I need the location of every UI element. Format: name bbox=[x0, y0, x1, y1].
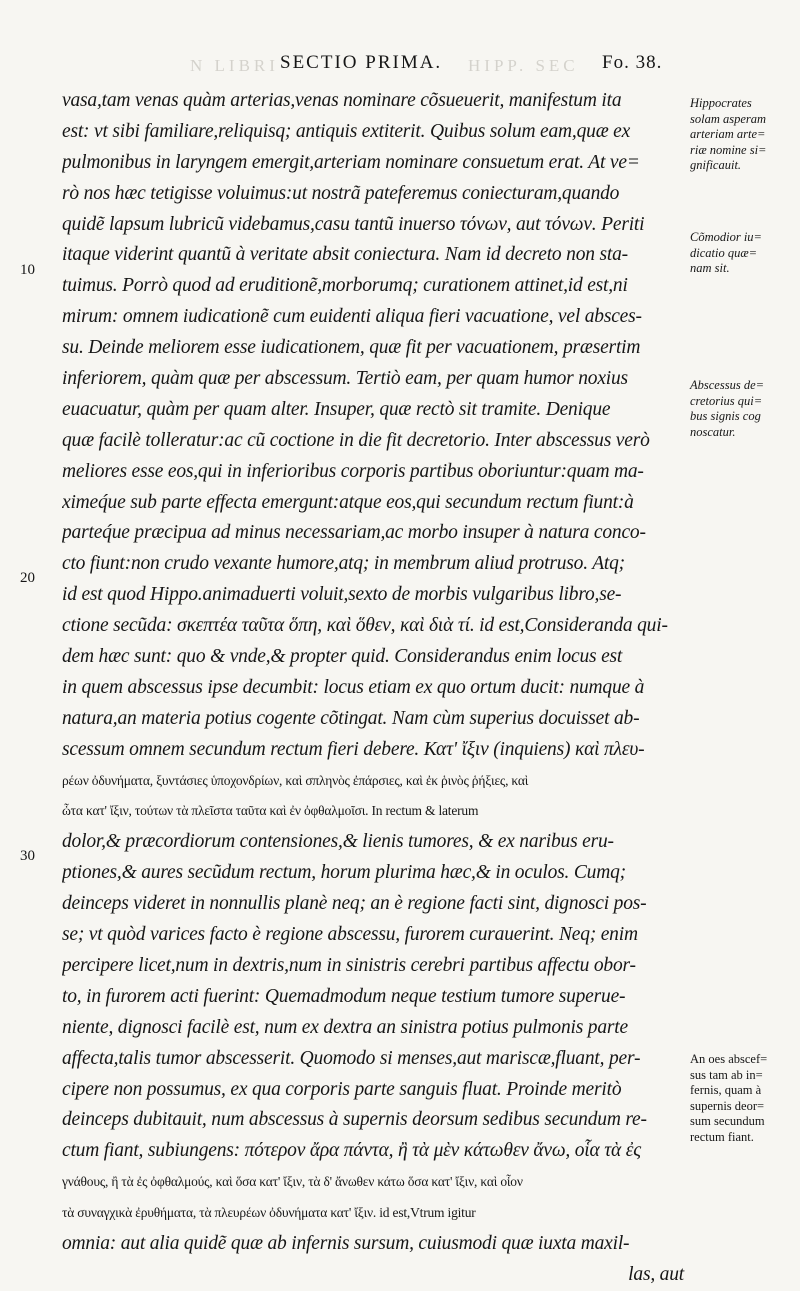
text-line: euacuatur, quàm per quam alter. Insuper, quæ rectò sit tramite. Denique bbox=[62, 398, 611, 420]
line-number-30: 30 bbox=[20, 848, 35, 864]
bleed-through-header-right: HIPP. SEC bbox=[468, 56, 579, 75]
text-line: ptiones,& aures secũdum rectum, horum plurima hæc,& in oculos. Cumq; bbox=[62, 862, 626, 884]
margin-note-line: riæ nomine si= bbox=[690, 142, 767, 157]
text-line: ρέων ὀδυνήματα, ξυντάσιες ὑποχονδρίων, καὶ σπληνὸς ἐπάρσιες, καὶ ἐκ ῥινὸς ῥήξιες, καὶ bbox=[62, 772, 529, 788]
margin-note-line: sum secundum bbox=[690, 1114, 765, 1128]
text-line: inferiorem, quàm quæ per abscessum. Tertiò eam, per quam humor noxius bbox=[62, 368, 628, 390]
text-line: γνάθους, ἢ τὰ ἐς ὀφθαλμούς, καὶ ὅσα κατ' ἴξιν, τὰ δ' ἄνωθεν κάτω ὅσα κατ' ἴξιν, καὶ οἷον bbox=[62, 1174, 523, 1190]
text-line: cto fiunt:non crudo vexante humore,atq; in membrum aliud protruso. Atq; bbox=[62, 553, 625, 575]
text-line: in quem abscessus ipse decumbit: locus etiam ex quo ortum ducit: numque à bbox=[62, 676, 645, 698]
line-number-10: 10 bbox=[20, 262, 35, 278]
margin-note-line: solam asperam bbox=[690, 111, 767, 126]
margin-note-line: Hippocrates bbox=[690, 96, 752, 110]
text-line: to, in furorem acti fuerint: Quemadmodum neque testium tumore superue- bbox=[62, 985, 626, 1007]
text-line: mirum: omnem iudicationẽ cum euidenti aliqua fieri vacuatione, vel absces- bbox=[62, 306, 642, 328]
running-title: SECTIO PRIMA. bbox=[280, 52, 443, 73]
text-line: natura,an materia potius cogente cõtingat. Nam cùm superius docuisset ab- bbox=[62, 707, 640, 729]
text-line: ὦτα κατ' ἴξιν, τούτων τὰ πλεῖστα ταῦτα καὶ ἐν ὀφθαλμοῖσι. In rectum & laterum bbox=[62, 803, 479, 819]
text-line: pulmonibus in laryngem emergit,arteriam nominare consuetum erat. At ve= bbox=[62, 151, 640, 173]
text-line: scessum omnem secundum rectum fieri debere. Κατ' ἴξιν (inquiens) καὶ πλευ- bbox=[62, 738, 645, 760]
margin-note-an-omnes-abscessus bbox=[690, 1052, 795, 1145]
text-line: percipere licet,num in dextris,num in sinistris cerebri partibus affectu obor- bbox=[62, 954, 636, 976]
folio-number: Fo. 38. bbox=[602, 52, 663, 73]
margin-note-line: fernis, quam à bbox=[690, 1083, 762, 1097]
text-line: quidẽ lapsum lubricũ videbamus,casu tantũ inuerso τόνων, aut τόνων. Periti bbox=[62, 213, 645, 235]
text-line: las, aut bbox=[628, 1263, 684, 1285]
margin-note-line: Abscessus de= bbox=[690, 378, 765, 392]
margin-note-line: gnificauit. bbox=[690, 158, 742, 172]
margin-note-line: An oes abscef= bbox=[690, 1052, 768, 1066]
text-line: rò nos hæc tetigisse voluimus:ut nostrã pateferemus coniecturam,quando bbox=[62, 182, 620, 204]
text-line: ctum fiant, subiungens: πότερον ἄρα πάντα, ἢ τὰ μὲν κάτωθεν ἄνω, οἷα τὰ ἐς bbox=[62, 1140, 641, 1162]
text-line: deinceps dubitauit, num abscessus à supernis deorsum sedibus secundum re- bbox=[62, 1109, 647, 1131]
text-line: parteq́ue præcipua ad minus necessariam,ac morbo insuper à natura conco- bbox=[62, 522, 646, 544]
margin-note-line: noscatur. bbox=[690, 424, 736, 439]
margin-note-line: sus tam ab in= bbox=[690, 1067, 763, 1082]
main-text-block bbox=[62, 86, 686, 1291]
margin-note-line: dicatio quæ= bbox=[690, 245, 758, 260]
text-line: dem hæc sunt: quo & vnde,& propter quid. Considerandus enim locus est bbox=[62, 646, 623, 668]
text-line: ximeq́ue sub parte effecta emergunt:atque eos,qui secundum rectum fiunt:à bbox=[62, 491, 634, 513]
text-line: se; vt quòd varices facto è regione abscessu, furorem curauerint. Neq; enim bbox=[62, 924, 638, 946]
text-line: meliores esse eos,qui in inferioribus corporis partibus oboriuntur:quam ma- bbox=[62, 460, 644, 482]
margin-note-line: cretorius qui= bbox=[690, 393, 763, 408]
margin-note-line: Cõmodior iu= bbox=[690, 230, 762, 244]
margin-note-line: bus signis cog bbox=[690, 409, 761, 423]
bleed-through-header-left: N LIBRI bbox=[190, 56, 279, 75]
margin-note-line: arteriam arte= bbox=[690, 127, 766, 141]
text-line: omnia: aut alia quidẽ quæ ab infernis sursum, cuiusmodi quæ iuxta maxil- bbox=[62, 1232, 630, 1254]
text-line: itaque viderint quantũ à veritate absit coniectura. Nam id decreto non sta- bbox=[62, 244, 628, 266]
text-line: est: vt sibi familiare,reliquisq; antiquis extiterit. Quibus solum eam,quæ ex bbox=[62, 120, 631, 142]
text-line: id est quod Hippo.animaduerti voluit,sexto de morbis vulgaribus libro,se- bbox=[62, 584, 622, 606]
text-line: vasa,tam venas quàm arterias,venas nominare cõsueuerit, manifestum ita bbox=[62, 90, 622, 111]
margin-note-hippocrates bbox=[690, 96, 795, 174]
text-line: quæ facilè tolleratur:ac cũ coctione in die fit decretorio. Inter abscessus verò bbox=[62, 429, 650, 451]
margin-note-line: supernis deor= bbox=[690, 1098, 765, 1113]
text-line: su. Deinde meliorem esse iudicationem, quæ fit per vacuationem, præsertim bbox=[62, 337, 641, 359]
text-line: dolor,& præcordiorum contensiones,& lienis tumores, & ex naribus eru- bbox=[62, 831, 614, 853]
text-line: cipere non possumus, ex qua corporis parte sanguis fluat. Proinde meritò bbox=[62, 1078, 622, 1100]
running-header bbox=[280, 52, 680, 78]
margin-note-line: rectum fiant. bbox=[690, 1129, 754, 1144]
text-line: ctione secũda: σκεπτέα ταῦτα ὅπη, καὶ ὅθεν, καὶ διὰ τί. id est,Consideranda qui- bbox=[62, 615, 668, 637]
text-line: niente, dignosci facilè est, num ex dextra an sinistra potius pulmonis parte bbox=[62, 1016, 628, 1038]
line-number-20: 20 bbox=[20, 570, 35, 586]
text-line: deinceps videret in nonnullis planè neq; an è regione facti sint, dignosci pos- bbox=[62, 893, 647, 915]
text-line: τὰ συναγχικὰ ἐρυθήματα, τὰ πλευρέων ὀδυνήματα κατ' ἴξιν. id est,Vtrum igitur bbox=[62, 1205, 476, 1221]
margin-note-abscessus-decretorius bbox=[690, 378, 795, 440]
text-line: tuimus. Porrò quod ad eruditionẽ,morborumq; curationem attinet,id est,ni bbox=[62, 275, 628, 297]
margin-note-line: nam sit. bbox=[690, 261, 730, 275]
margin-note-commodior-iudicatio bbox=[690, 230, 795, 277]
text-line: affecta,talis tumor abscesserit. Quomodo si menses,aut mariscæ,fluant, per- bbox=[62, 1047, 641, 1069]
